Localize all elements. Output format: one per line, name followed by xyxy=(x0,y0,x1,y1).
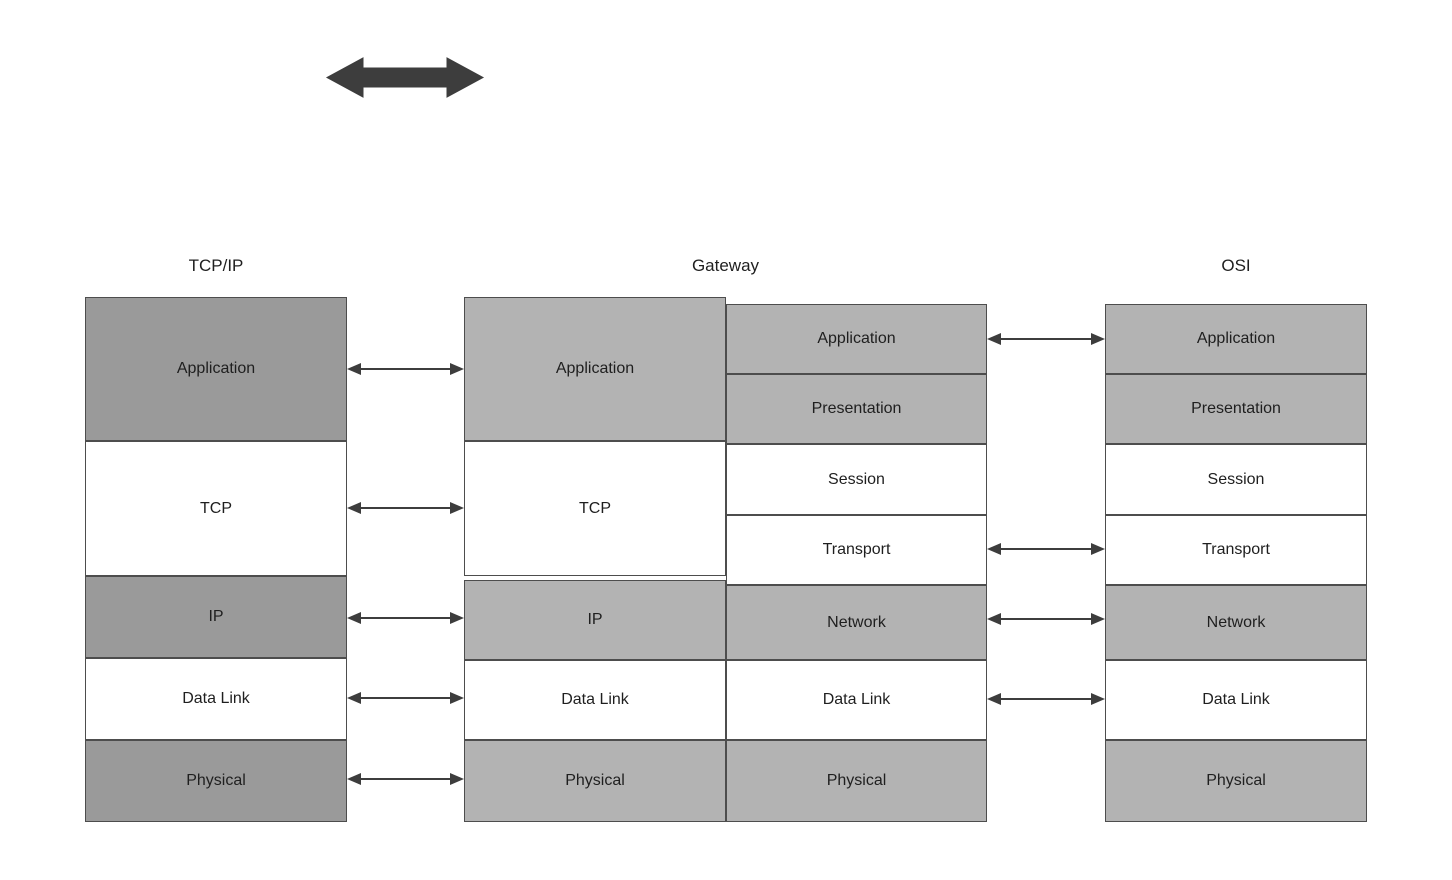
osi-layer-network: Network xyxy=(1105,585,1367,660)
gateway-left-layer-tcp: TCP xyxy=(464,441,726,576)
gateway-right-layer-session: Session xyxy=(726,444,987,515)
connector-tcpip-gateway-ip xyxy=(347,607,464,629)
gateway-left-layer-physical: Physical xyxy=(464,740,726,822)
column-title-gateway: Gateway xyxy=(691,256,760,275)
tcpip-layer-data-link: Data Link xyxy=(85,658,347,740)
osi-layer-session: Session xyxy=(1105,444,1367,515)
connector-tcpip-gateway-application xyxy=(347,358,464,380)
column-title-tcpip: TCP/IP xyxy=(188,256,244,275)
gateway-right-layer-application: Application xyxy=(726,304,987,374)
gateway-left-layer-ip: IP xyxy=(464,580,726,660)
osi-layer-data-link: Data Link xyxy=(1105,660,1367,740)
tcpip-layer-tcp: TCP xyxy=(85,441,347,576)
osi-layer-transport: Transport xyxy=(1105,515,1367,585)
connector-tcpip-gateway-data-link xyxy=(347,687,464,709)
peer-communication-arrow xyxy=(325,55,485,100)
gateway-left-layer-data-link: Data Link xyxy=(464,660,726,740)
connector-gateway-osi-transport xyxy=(987,538,1105,560)
connector-gateway-osi-network xyxy=(987,608,1105,630)
gateway-right-layer-transport: Transport xyxy=(726,515,987,585)
tcpip-layer-physical: Physical xyxy=(85,740,347,822)
gateway-right-layer-network: Network xyxy=(726,585,987,660)
connector-gateway-osi-data-link xyxy=(987,688,1105,710)
gateway-left-layer-application: Application xyxy=(464,297,726,441)
column-title-osi: OSI xyxy=(1221,256,1251,275)
gateway-right-layer-physical: Physical xyxy=(726,740,987,822)
tcpip-layer-application: Application xyxy=(85,297,347,441)
connector-tcpip-gateway-physical xyxy=(347,768,464,790)
gateway-right-layer-presentation: Presentation xyxy=(726,374,987,444)
osi-layer-presentation: Presentation xyxy=(1105,374,1367,444)
connector-gateway-osi-application xyxy=(987,328,1105,350)
osi-layer-physical: Physical xyxy=(1105,740,1367,822)
connector-tcpip-gateway-tcp xyxy=(347,497,464,519)
tcpip-layer-ip: IP xyxy=(85,576,347,658)
gateway-right-layer-data-link: Data Link xyxy=(726,660,987,740)
osi-layer-application: Application xyxy=(1105,304,1367,374)
